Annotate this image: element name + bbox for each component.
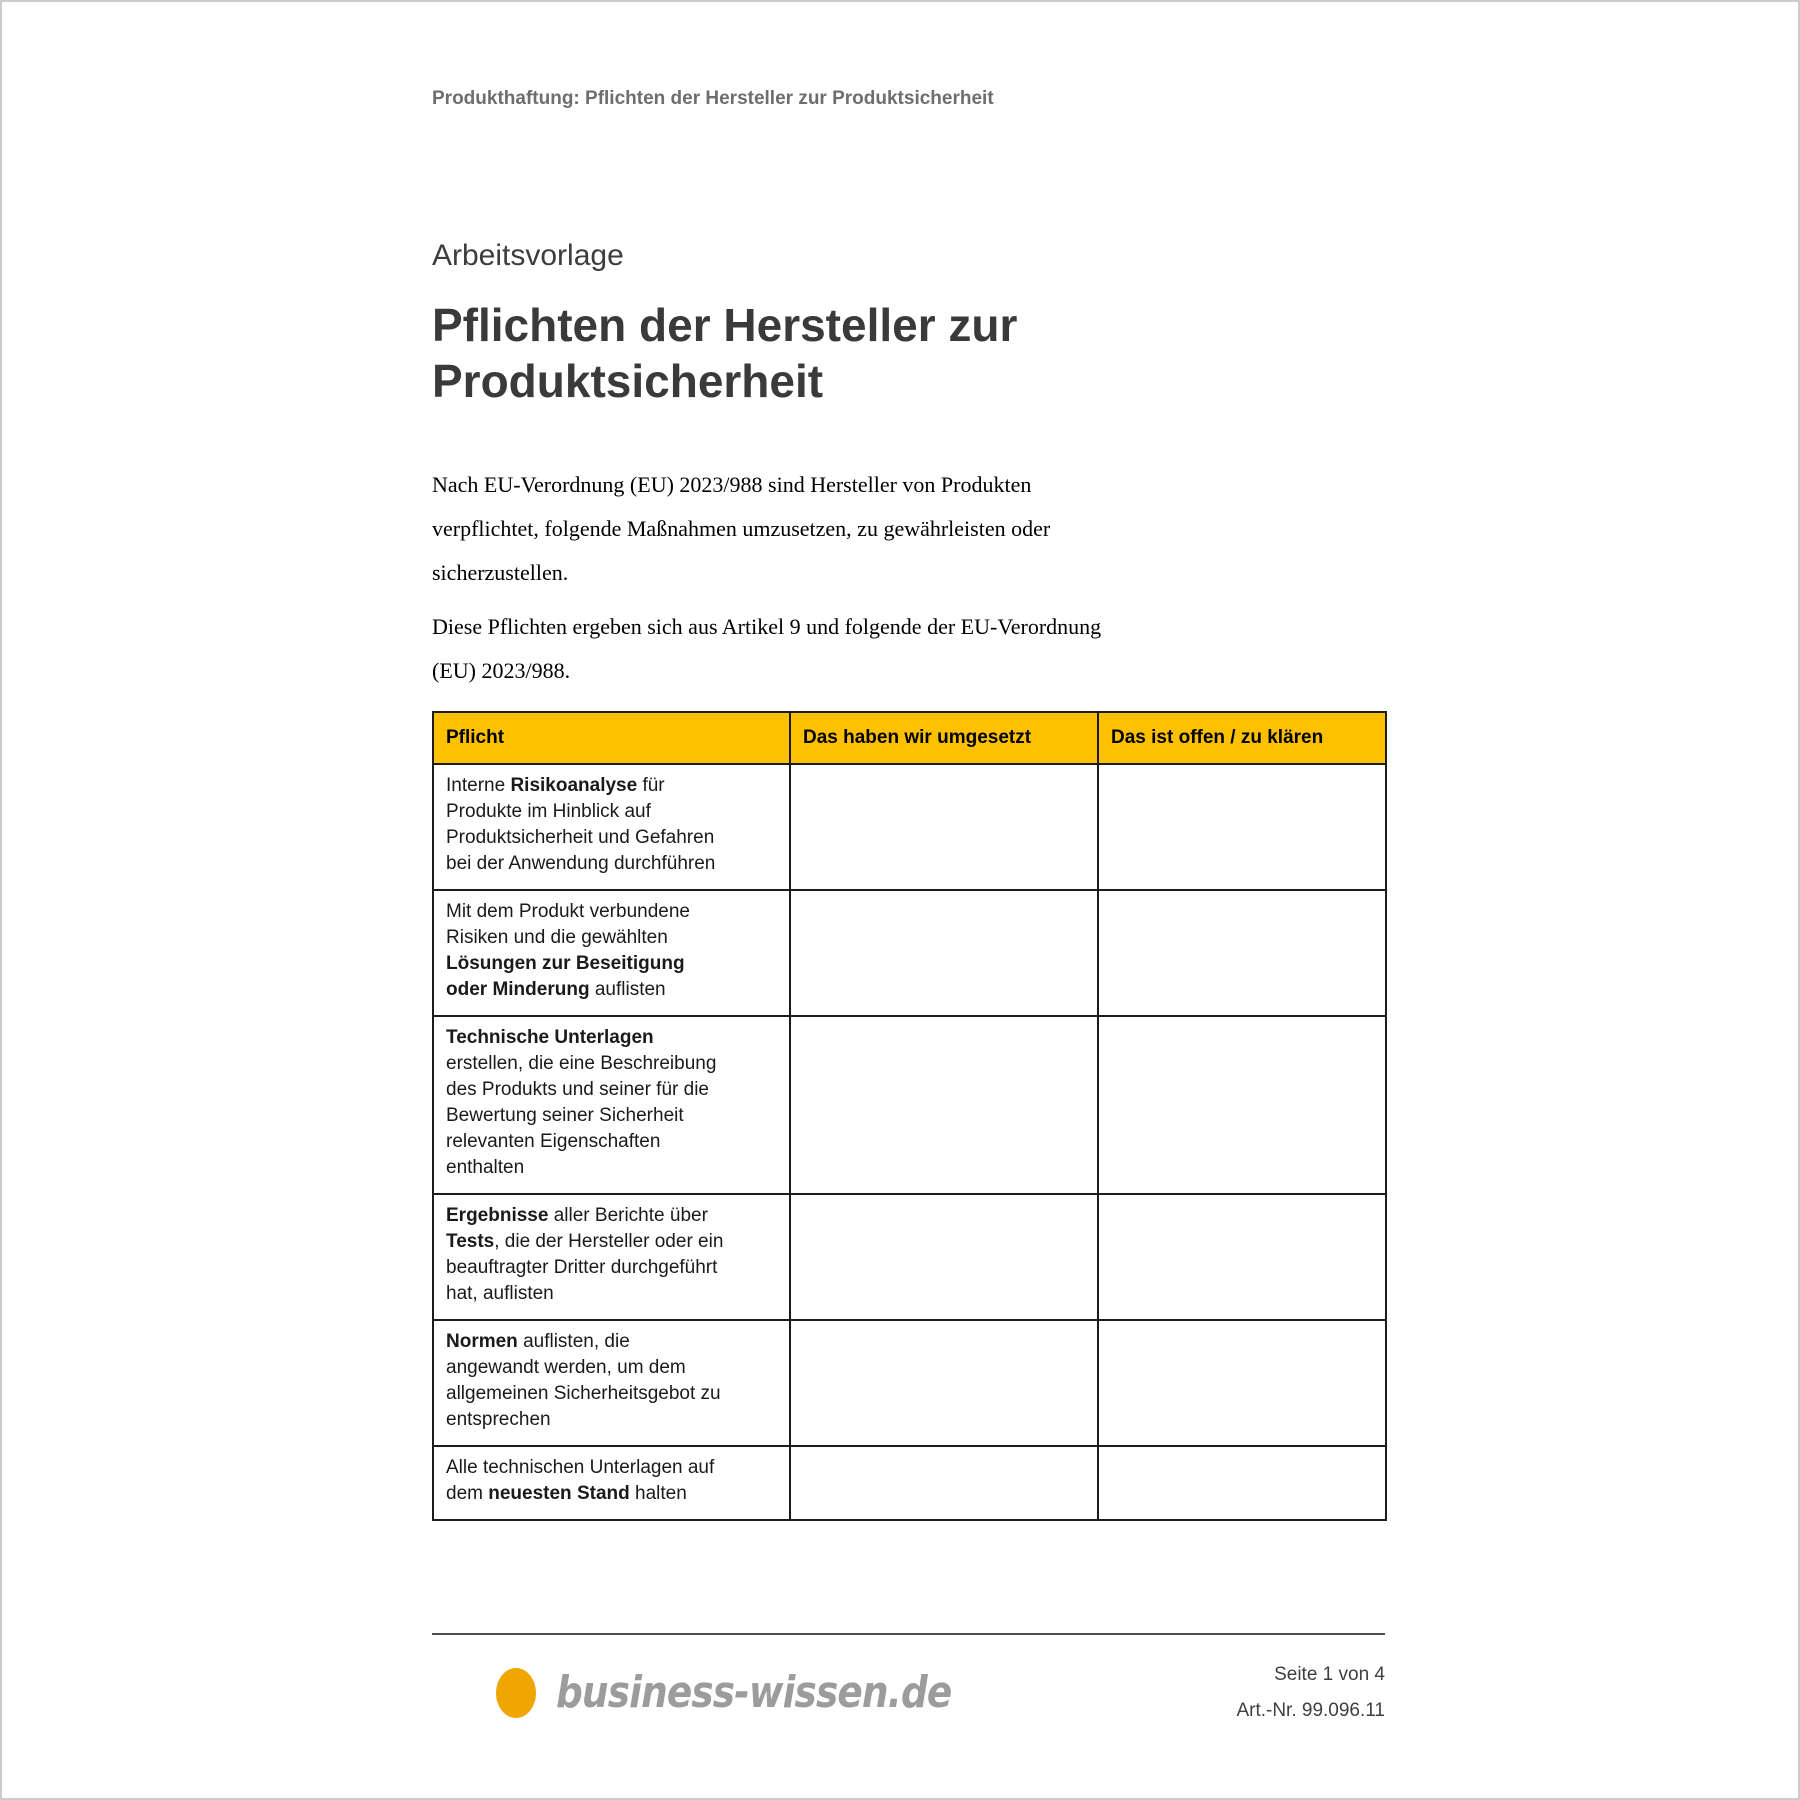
open-cell [1098,1194,1386,1320]
table-row [433,764,1386,890]
running-header: Produkthaftung: Pflichten der Hersteller zur Produktsicherheit [432,88,994,109]
intro-paragraph-1: Nach EU-Verordnung (EU) 2023/988 sind Hersteller von Produkten verpflichtet, folgende Maßnahmen umzusetzen, zu gewährleisten oder sicherzustellen. [432,472,1051,585]
brand-wordmark: business-wissen.de [556,1667,952,1718]
duties-table [432,711,1387,1521]
open-cell [1098,1320,1386,1446]
table-row [433,1320,1386,1446]
open-cell [1098,1446,1386,1520]
duty-cell: Ergebnisse aller Berichte über Tests, die der Hersteller oder ein beauftragter Dritter durchgeführt hat, auflisten [433,1194,790,1320]
duty-cell: Technische Unterlagen erstellen, die eine Beschreibung des Produkts und seiner für die Bewertung seiner Sicherheit relevanten Eigenschaften enthalten [433,1016,790,1194]
document-kicker: Arbeitsvorlage [432,239,624,272]
duties-table-header [433,712,1386,764]
page-number: Seite 1 von 4 [1274,1664,1385,1685]
intro-paragraph-2: Diese Pflichten ergeben sich aus Artikel 9 und folgende der EU-Verordnung (EU) 2023/988. [432,614,1102,683]
brand-logo [496,1667,1021,1718]
duty-cell: Alle technischen Unterlagen auf dem neuesten Stand halten [433,1446,790,1520]
page-title: Pflichten der Hersteller zur Produktsicherheit [432,299,1018,407]
footer-divider [432,1633,1385,1635]
table-row [433,890,1386,1016]
page-content [432,2,1385,1729]
table-header-offen: Das ist offen / zu klären [1098,712,1386,764]
implemented-cell [790,890,1098,1016]
article-number: Art.-Nr. 99.096.11 [1236,1700,1385,1721]
implemented-cell [790,1446,1098,1520]
footer [432,1657,1385,1729]
implemented-cell [790,764,1098,890]
table-row [433,1446,1386,1520]
table-row [433,1016,1386,1194]
table-row [433,1194,1386,1320]
duty-cell: Normen auflisten, die angewandt werden, um dem allgemeinen Sicherheitsgebot zu entsprechen [433,1320,790,1446]
duty-cell: Interne Risikoanalyse für Produkte im Hinblick auf Produktsicherheit und Gefahren bei der Anwendung durchführen [433,764,790,890]
duty-cell: Mit dem Produkt verbundene Risiken und die gewählten Lösungen zur Beseitigung oder Minderung auflisten [433,890,790,1016]
implemented-cell [790,1016,1098,1194]
table-header-pflicht: Pflicht [433,712,790,764]
brand-dot-icon [496,1668,536,1718]
duties-table-body [433,764,1386,1520]
footer-meta [1236,1657,1385,1729]
open-cell [1098,764,1386,890]
table-header-umgesetzt: Das haben wir umgesetzt [790,712,1098,764]
table-header-row [433,712,1386,764]
implemented-cell [790,1320,1098,1446]
open-cell [1098,890,1386,1016]
open-cell [1098,1016,1386,1194]
implemented-cell [790,1194,1098,1320]
